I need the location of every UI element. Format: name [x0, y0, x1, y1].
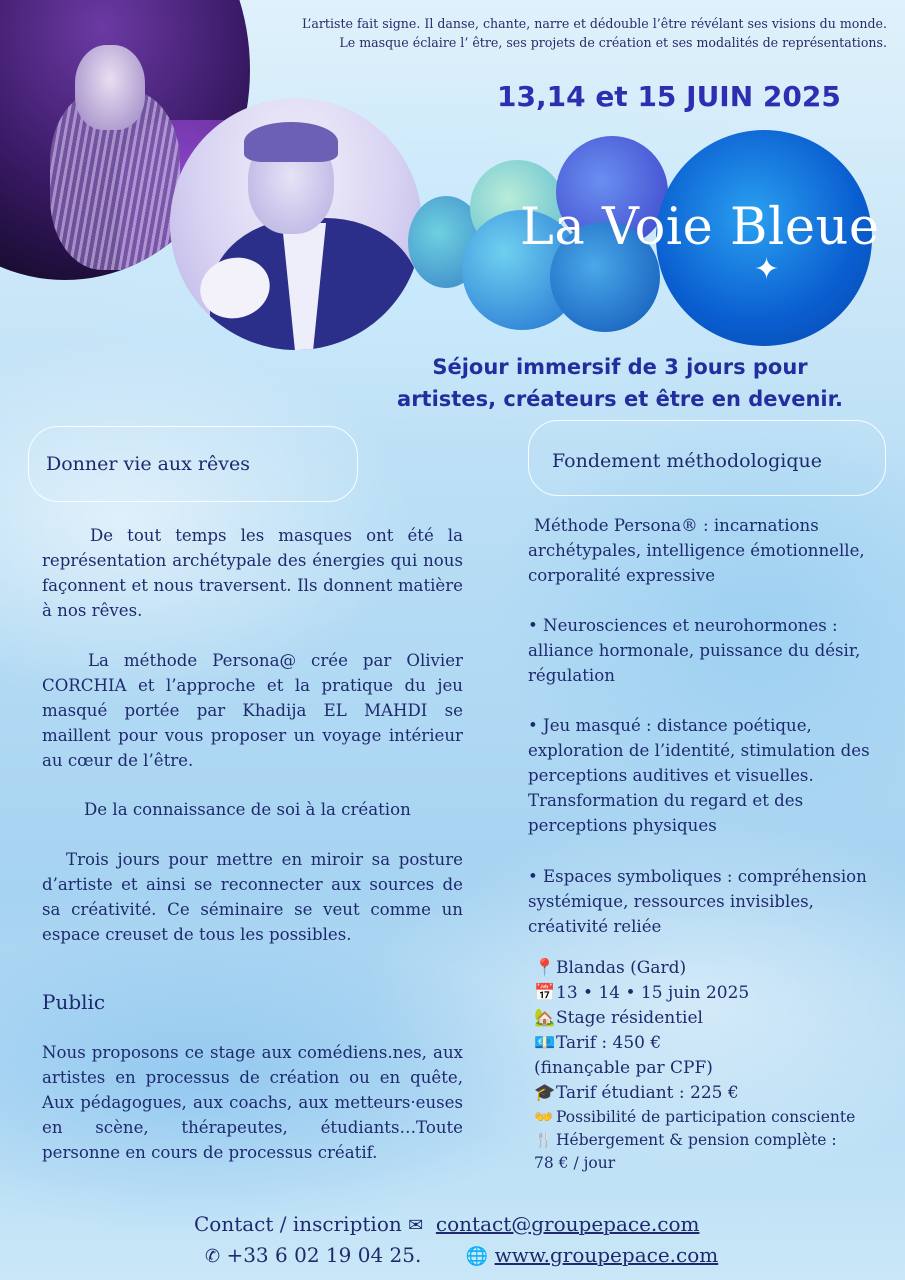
- pin-icon: 📍: [534, 958, 556, 978]
- info-price: [534, 1031, 894, 1056]
- intro-line: Le masque éclaire l’ être, ses projets de création et ses modalités de représentations.: [339, 35, 887, 50]
- intro-text: [247, 14, 887, 52]
- contact-email-link[interactable]: contact@groupepace.com: [435, 1212, 700, 1236]
- info-text: Hébergement & pension complète :: [556, 1131, 837, 1149]
- website-link[interactable]: www.groupepace.com: [494, 1243, 719, 1267]
- intro-line: L’artiste fait signe. Il danse, chante, narre et dédouble l’être révélant ses visions du monde.: [302, 16, 887, 31]
- envelope-icon: ✉: [408, 1215, 424, 1236]
- info-conscious-participation: [534, 1106, 894, 1129]
- method-symbolic-spaces: • Espaces symboliques : compréhension systémique, ressources invisibles, créativité reliée: [528, 867, 867, 936]
- subtitle-line: Séjour immersif de 3 jours pour: [432, 355, 808, 379]
- sparkle-icon: ✦: [754, 252, 780, 287]
- info-text: 78 € / jour: [534, 1154, 616, 1172]
- method-neuroscience: • Neurosciences et neurohormones : alliance hormonale, puissance du désir, régulation: [528, 616, 861, 685]
- info-dates: [534, 981, 894, 1006]
- method-persona: Méthode Persona® : incarnations archétypales, intelligence émotionnelle, corporalité expressive: [528, 516, 865, 585]
- fork-knife-icon: 🍴: [534, 1131, 554, 1149]
- graduation-cap-icon: 🎓: [534, 1083, 556, 1103]
- method-masked-play: • Jeu masqué : distance poétique, exploration de l’identité, stimulation des perceptions auditives et visuelles. Transformation du regard et des perceptions physiques: [528, 716, 870, 835]
- paragraph-three-days: Trois jours pour mettre en miroir sa posture d’artiste et ainsi se reconnecter aux sources de sa créativité. Ce séminaire se veut comme un espace creuset de tous les possibles.: [42, 850, 463, 944]
- phone-icon: ✆: [205, 1246, 221, 1267]
- info-text: 13 • 14 • 15 juin 2025: [556, 983, 750, 1003]
- contact-phone[interactable]: +33 6 02 19 04 25.: [226, 1243, 422, 1267]
- contact-line: [194, 1212, 699, 1236]
- info-residential: [534, 1006, 894, 1031]
- paragraph-public: Nous proposons ce stage aux comédiens.nes, aux artistes en processus de création ou en quête, Aux pédagogues, aux coachs, aux metteurs·euses en scène, thérapeutes, étudiants…Toute personne en cours de processus créatif.: [42, 1043, 463, 1162]
- subtitle-line: artistes, créateurs et être en devenir.: [397, 387, 843, 411]
- section-heading-dreams: Donner vie aux rêves: [46, 453, 250, 475]
- contact-line: [205, 1243, 718, 1267]
- section-heading-public: Public: [42, 990, 106, 1014]
- event-title: La Voie Bleue: [520, 198, 880, 257]
- info-accommodation: [534, 1129, 894, 1152]
- info-text: (finançable par CPF): [534, 1058, 713, 1078]
- globe-icon: 🌐: [465, 1246, 489, 1267]
- calendar-icon: 📅: [534, 983, 556, 1003]
- info-location: [534, 956, 894, 981]
- house-icon: 🏡: [534, 1008, 556, 1028]
- event-dates: 13,14 et 15 JUIN 2025: [497, 80, 841, 113]
- open-hands-icon: 👐: [534, 1108, 554, 1126]
- euro-banknote-icon: 💶: [534, 1033, 556, 1053]
- contact-label: Contact / inscription: [194, 1212, 402, 1236]
- paragraph-self-knowledge: De la connaissance de soi à la création: [84, 800, 411, 819]
- paragraph-persona: La méthode Persona@ crée par Olivier CORCHIA et l’approche et la pratique du jeu masqué portée par Khadija EL MAHDI se maillent pour vous proposer un voyage intérieur au cœur de l’être.: [42, 651, 463, 770]
- info-daily-rate: [534, 1152, 894, 1175]
- section-heading-methodology: Fondement méthodologique: [552, 450, 822, 472]
- info-text: Tarif : 450 €: [556, 1033, 662, 1053]
- info-text: Possibilité de participation consciente: [556, 1108, 856, 1126]
- paragraph-masks: De tout temps les masques ont été la représentation archétypale des énergies qui nous façonnent et nous traversent. Ils donnent matière à nos rêves.: [42, 526, 463, 620]
- info-cpf: [534, 1056, 894, 1081]
- man-with-mask-photo: [170, 98, 422, 350]
- practical-info: [534, 956, 894, 1175]
- info-student-price: [534, 1081, 894, 1106]
- info-text: Tarif étudiant : 225 €: [556, 1083, 739, 1103]
- info-text: Stage résidentiel: [556, 1008, 703, 1028]
- subtitle: [370, 351, 870, 415]
- info-text: Blandas (Gard): [556, 958, 687, 978]
